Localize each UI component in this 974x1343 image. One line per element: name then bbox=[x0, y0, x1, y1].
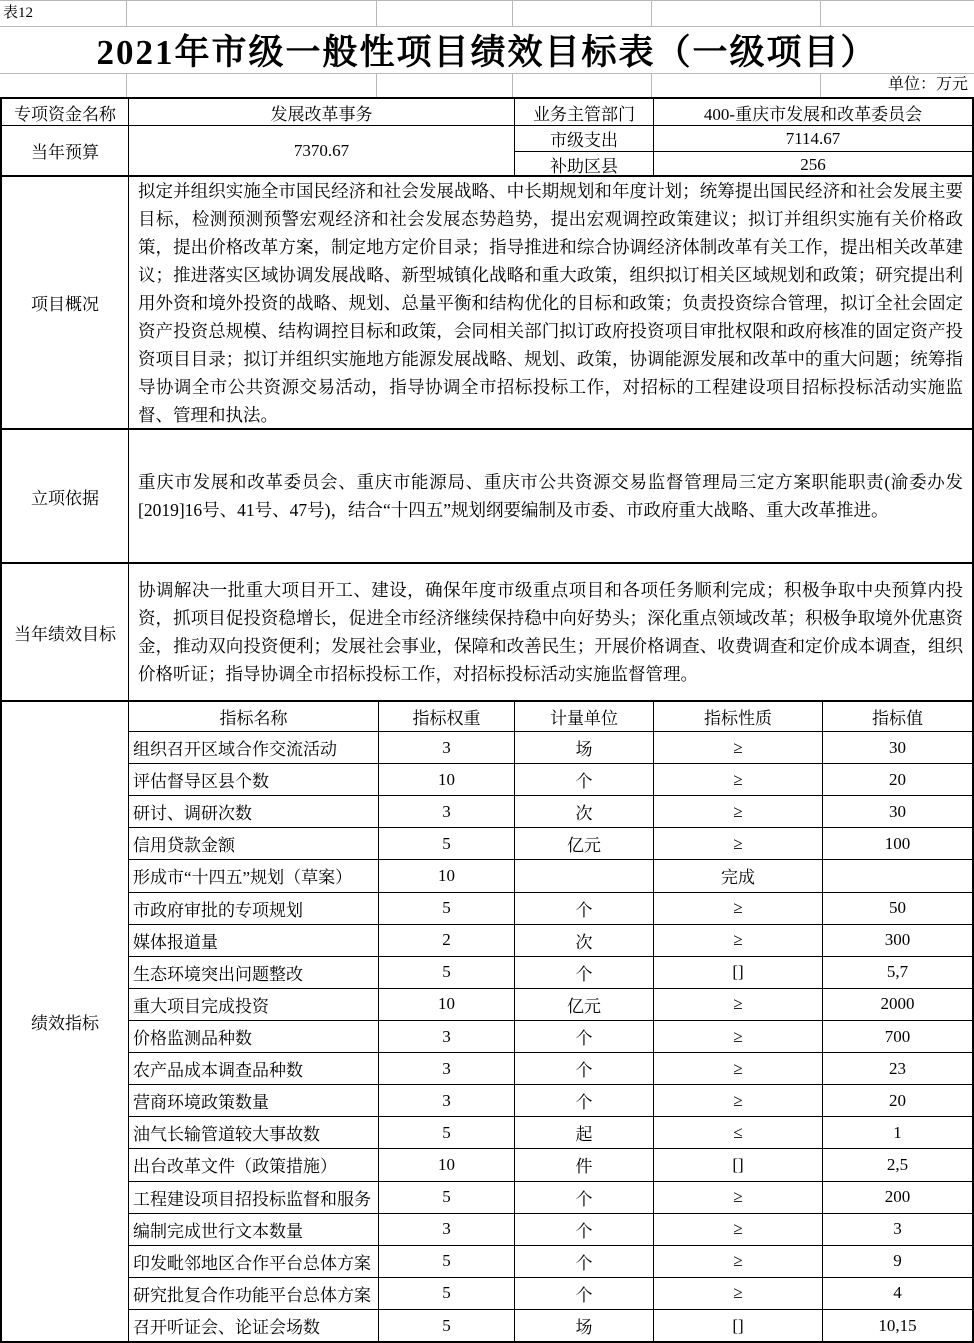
indicator-weight-cell: 5 bbox=[379, 1310, 515, 1341]
indicator-name-cell: 价格监测品种数 bbox=[129, 1021, 379, 1052]
indicator-value-cell: 200 bbox=[884, 1187, 911, 1207]
dept-value: 400-重庆市发展和改革委员会 bbox=[703, 104, 923, 124]
indicator-nature-cell: ≥ bbox=[654, 796, 823, 827]
indicator-weight-cell: 2 bbox=[379, 925, 515, 956]
indicator-row bbox=[129, 957, 972, 989]
target-label: 当年绩效目标 bbox=[2, 564, 129, 700]
indicator-row bbox=[129, 1149, 972, 1181]
header-indicator-name: 指标名称 bbox=[129, 702, 379, 731]
page-title: 2021年市级一般性项目绩效目标表（一级项目） bbox=[96, 33, 878, 72]
indicator-weight-cell: 10 bbox=[379, 860, 515, 891]
grid-cell bbox=[513, 1, 652, 26]
indicator-value-cell: 50 bbox=[889, 898, 906, 918]
measure-unit-cell: 场 bbox=[515, 732, 654, 763]
measure-unit-cell: 个 bbox=[515, 1021, 654, 1052]
indicator-nature-cell: ≥ bbox=[654, 828, 823, 859]
grid-cell bbox=[652, 74, 821, 97]
measure-unit-cell: 个 bbox=[515, 957, 654, 988]
indicator-name-cell: 农产品成本调查品种数 bbox=[129, 1053, 379, 1084]
indicator-value-cell: 100 bbox=[884, 833, 911, 853]
indicator-nature-cell: [] bbox=[654, 957, 823, 988]
city-expense-row bbox=[515, 126, 972, 152]
indicator-weight-cell: 10 bbox=[379, 1149, 515, 1180]
indicator-name-cell: 组织召开区域合作交流活动 bbox=[129, 732, 379, 763]
indicator-nature-cell: ≥ bbox=[654, 1085, 823, 1116]
indicator-value-cell: 1 bbox=[893, 1122, 902, 1142]
indicator-row bbox=[129, 860, 972, 892]
indicator-name-cell: 出台改革文件（政策措施） bbox=[129, 1149, 379, 1180]
measure-unit-cell: 个 bbox=[515, 1053, 654, 1084]
overview-row bbox=[2, 177, 972, 430]
measure-unit-cell: 场 bbox=[515, 1310, 654, 1341]
indicator-nature-cell: ≥ bbox=[654, 732, 823, 763]
basis-row bbox=[2, 430, 972, 564]
grid-cell bbox=[127, 74, 377, 97]
indicator-value-cell: 4 bbox=[893, 1283, 902, 1303]
indicator-weight-cell: 3 bbox=[379, 796, 515, 827]
indicator-nature-cell: [] bbox=[654, 1310, 823, 1341]
indicator-row bbox=[129, 1117, 972, 1149]
indicator-weight-cell: 3 bbox=[379, 1214, 515, 1245]
indicator-row bbox=[129, 828, 972, 860]
measure-unit-cell: 个 bbox=[515, 1214, 654, 1245]
fund-info-row bbox=[2, 99, 972, 126]
header-indicator-value: 指标值 bbox=[872, 709, 923, 728]
indicator-name-cell: 研究批复合作功能平台总体方案 bbox=[129, 1278, 379, 1309]
indicator-value-cell bbox=[823, 860, 972, 891]
indicator-name-cell: 媒体报道量 bbox=[129, 925, 379, 956]
indicator-weight-cell: 10 bbox=[379, 764, 515, 795]
grid-cell bbox=[821, 1, 974, 26]
indicator-weight-cell: 5 bbox=[379, 1246, 515, 1277]
dept-label: 业务主管部门 bbox=[515, 99, 654, 125]
indicator-name-cell: 研讨、调研次数 bbox=[129, 796, 379, 827]
measure-unit-cell: 次 bbox=[515, 796, 654, 827]
indicator-weight-cell: 5 bbox=[379, 957, 515, 988]
basis-text: 重庆市发展和改革委员会、重庆市能源局、重庆市公共资源交易监督管理局三定方案职能职责(渝委办发[2019]16号、41号、47号)，结合“十四五”规划纲要编制及市委、市政府重大战略、重大改革推进。 bbox=[138, 472, 963, 520]
indicator-row bbox=[129, 1182, 972, 1214]
subsidy-label: 补助区县 bbox=[515, 152, 654, 177]
indicator-value-cell: 30 bbox=[889, 801, 906, 821]
indicator-nature-cell: ≥ bbox=[654, 989, 823, 1020]
header-indicator-nature: 指标性质 bbox=[654, 702, 823, 731]
sheet-label: 表12 bbox=[3, 5, 34, 21]
indicator-weight-cell: 5 bbox=[379, 893, 515, 924]
indicator-nature-cell: ≤ bbox=[654, 1117, 823, 1148]
target-text-cell bbox=[129, 564, 972, 700]
indicators-table bbox=[129, 702, 972, 1341]
measure-unit-cell: 个 bbox=[515, 764, 654, 795]
budget-label: 当年预算 bbox=[2, 126, 129, 175]
grid-cell bbox=[377, 74, 513, 97]
indicator-nature-cell: ≥ bbox=[654, 1278, 823, 1309]
indicator-nature-cell: ≥ bbox=[654, 1246, 823, 1277]
indicator-weight-cell: 3 bbox=[379, 732, 515, 763]
indicator-name-cell: 编制完成世行文本数量 bbox=[129, 1214, 379, 1245]
measure-unit-cell: 个 bbox=[515, 893, 654, 924]
indicator-name-cell: 印发毗邻地区合作平台总体方案 bbox=[129, 1246, 379, 1277]
sheet-top-row bbox=[0, 0, 974, 27]
indicator-weight-cell: 10 bbox=[379, 989, 515, 1020]
indicator-name-cell: 工程建设项目招投标监督和服务 bbox=[129, 1182, 379, 1213]
indicators-section-label: 绩效指标 bbox=[2, 702, 129, 1341]
indicator-row bbox=[129, 732, 972, 764]
unit-note: 单位：万元 bbox=[887, 76, 968, 93]
indicator-weight-cell: 3 bbox=[379, 1021, 515, 1052]
indicator-weight-cell: 5 bbox=[379, 1278, 515, 1309]
measure-unit-cell: 件 bbox=[515, 1149, 654, 1180]
indicator-row bbox=[129, 989, 972, 1021]
indicator-weight-cell: 5 bbox=[379, 1117, 515, 1148]
budget-breakdown bbox=[515, 126, 972, 175]
grid-cell bbox=[377, 1, 513, 26]
fund-name-value: 发展改革事务 bbox=[129, 99, 515, 125]
indicator-value-cell: 700 bbox=[884, 1026, 911, 1046]
indicator-value-cell: 2,5 bbox=[886, 1154, 909, 1174]
indicator-value-cell: 3 bbox=[893, 1219, 902, 1239]
indicator-nature-cell: ≥ bbox=[654, 1021, 823, 1052]
indicator-name-cell: 重大项目完成投资 bbox=[129, 989, 379, 1020]
indicator-row bbox=[129, 1085, 972, 1117]
indicator-row bbox=[129, 1053, 972, 1085]
indicator-value-cell: 10,15 bbox=[878, 1315, 917, 1335]
grid-cell bbox=[513, 74, 652, 97]
header-measure-unit: 计量单位 bbox=[515, 702, 654, 731]
indicator-row bbox=[129, 1310, 972, 1341]
overview-text-cell bbox=[129, 177, 972, 428]
measure-unit-cell bbox=[515, 860, 654, 891]
indicator-nature-cell: ≥ bbox=[654, 764, 823, 795]
indicator-value-cell: 23 bbox=[889, 1058, 906, 1078]
basis-text-cell bbox=[129, 430, 972, 562]
indicator-name-cell: 形成市“十四五”规划（草案） bbox=[129, 860, 379, 891]
indicator-name-cell: 信用贷款金额 bbox=[129, 828, 379, 859]
measure-unit-cell: 个 bbox=[515, 1085, 654, 1116]
indicator-nature-cell: ≥ bbox=[654, 1182, 823, 1213]
indicator-weight-cell: 3 bbox=[379, 1085, 515, 1116]
indicator-row bbox=[129, 1021, 972, 1053]
grid-cell bbox=[127, 1, 377, 26]
budget-row bbox=[2, 126, 972, 177]
grid-cell bbox=[652, 1, 821, 26]
indicator-name-cell: 营商环境政策数量 bbox=[129, 1085, 379, 1116]
indicator-value-cell: 5,7 bbox=[886, 962, 909, 982]
indicators-header-row bbox=[129, 702, 972, 732]
indicator-nature-cell: 完成 bbox=[654, 860, 823, 891]
indicator-name-cell: 市政府审批的专项规划 bbox=[129, 893, 379, 924]
indicators-section bbox=[2, 702, 972, 1341]
fund-name-label: 专项资金名称 bbox=[2, 99, 129, 125]
target-row bbox=[2, 564, 972, 702]
measure-unit-cell: 个 bbox=[515, 1278, 654, 1309]
indicator-value-cell: 2000 bbox=[880, 994, 915, 1014]
indicator-row bbox=[129, 1278, 972, 1310]
overview-label: 项目概况 bbox=[2, 177, 129, 428]
budget-value: 7370.67 bbox=[129, 126, 515, 175]
measure-unit-cell: 次 bbox=[515, 925, 654, 956]
indicator-nature-cell: ≥ bbox=[654, 1053, 823, 1084]
indicator-value-cell: 30 bbox=[889, 737, 906, 757]
measure-unit-cell: 个 bbox=[515, 1246, 654, 1277]
indicator-weight-cell: 3 bbox=[379, 1053, 515, 1084]
indicator-name-cell: 生态环境突出问题整改 bbox=[129, 957, 379, 988]
subsidy-value: 256 bbox=[800, 154, 826, 174]
indicator-value-cell: 20 bbox=[889, 1090, 906, 1110]
measure-unit-cell: 个 bbox=[515, 1182, 654, 1213]
city-expense-label: 市级支出 bbox=[515, 126, 654, 151]
grid-cell bbox=[0, 1, 127, 26]
indicator-row bbox=[129, 893, 972, 925]
indicator-nature-cell: ≥ bbox=[654, 893, 823, 924]
target-text: 协调解决一批重大项目开工、建设，确保年度市级重点项目和各项任务顺利完成；积极争取中央预算内投资，抓项目促投资稳增长，促进全市经济继续保持稳中向好势头；深化重点领域改革；积极争取境外优惠资金，推动双向投资便利；发展社会事业，保障和改善民生；开展价格调查、收费调查和定价成本调查，组织价格听证；指导协调全市招标投标工作，对招标投标活动实施监督管理。 bbox=[138, 580, 963, 684]
indicator-row bbox=[129, 1214, 972, 1246]
indicator-nature-cell: ≥ bbox=[654, 1214, 823, 1245]
overview-text: 拟定并组织实施全市国民经济和社会发展战略、中长期规划和年度计划；统筹提出国民经济和社会发展主要目标，检测预测预警宏观经济和社会发展态势趋势，提出宏观调控政策建议；拟订并组织实施有关价格政策，提出价格改革方案，制定地方定价目录；指导推进和综合协调经济体制改革有关工作，提出相关改革建议；推进落实区域协调发展战略、新型城镇化战略和重大政策，组织拟订相关区域规划和政策；研究提出利用外资和境外投资的战略、规划、总量平衡和结构优化的目标和政策；负责投资综合管理，拟订全社会固定资产投资总规模、结构调控目标和政策，会同相关部门拟订政府投资项目审批权限和政府核准的固定资产投资项目目录；拟订并组织实施地方能源发展战略、规划、政策，协调能源发展和改革中的重大问题；统筹指导协调全市公共资源交易活动，指导协调全市招标投标工作，对招标的工程建设项目招标投标活动实施监督、管理和执法。 bbox=[138, 180, 963, 425]
indicator-value-cell: 9 bbox=[893, 1251, 902, 1271]
indicator-value-cell: 300 bbox=[884, 930, 911, 950]
indicator-row bbox=[129, 764, 972, 796]
performance-table bbox=[0, 97, 974, 1343]
indicator-name-cell: 评估督导区县个数 bbox=[129, 764, 379, 795]
indicator-row bbox=[129, 796, 972, 828]
indicator-row bbox=[129, 925, 972, 957]
unit-row bbox=[0, 73, 974, 97]
measure-unit-cell: 起 bbox=[515, 1117, 654, 1148]
city-expense-value: 7114.67 bbox=[785, 128, 841, 148]
indicator-nature-cell: ≥ bbox=[654, 925, 823, 956]
indicator-name-cell: 召开听证会、论证会场数 bbox=[129, 1310, 379, 1341]
indicator-value-cell: 20 bbox=[889, 769, 906, 789]
indicator-weight-cell: 5 bbox=[379, 828, 515, 859]
grid-cell bbox=[0, 74, 127, 97]
basis-label: 立项依据 bbox=[2, 430, 129, 562]
subsidy-row bbox=[515, 152, 972, 177]
header-indicator-weight: 指标权重 bbox=[379, 702, 515, 731]
measure-unit-cell: 亿元 bbox=[515, 828, 654, 859]
indicator-name-cell: 油气长输管道较大事故数 bbox=[129, 1117, 379, 1148]
measure-unit-cell: 亿元 bbox=[515, 989, 654, 1020]
indicator-row bbox=[129, 1246, 972, 1278]
indicator-weight-cell: 5 bbox=[379, 1182, 515, 1213]
indicator-nature-cell: [] bbox=[654, 1149, 823, 1180]
